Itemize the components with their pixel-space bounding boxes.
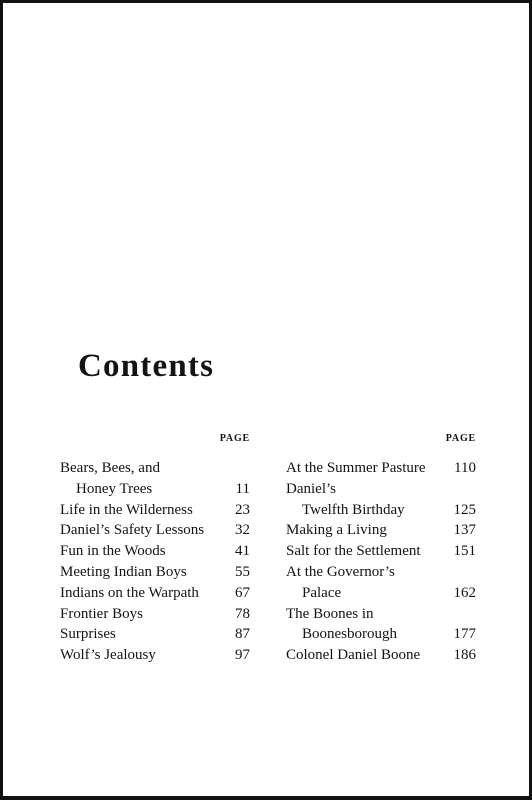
toc-entries-right (286, 458, 476, 666)
toc-entry (60, 541, 250, 562)
toc-entry (286, 604, 476, 646)
toc-entry-page-number: 41 (235, 543, 250, 560)
toc-entry-title-line: At the Summer Pasture (286, 460, 426, 476)
toc-entry-title-line: Twelfth Birthday (302, 501, 405, 518)
toc-entry (286, 562, 476, 604)
toc-entry-page-number: 87 (235, 626, 250, 643)
toc-entry-page-number: 137 (453, 522, 476, 539)
toc-entry (60, 562, 250, 583)
page-column-header: PAGE (445, 433, 476, 444)
toc-entry-title-line: Surprises (60, 626, 116, 643)
toc-entry-page-number: 151 (453, 543, 476, 560)
toc-entry-page-number: 97 (235, 647, 250, 664)
toc-entry-title-line: Life in the Wilderness (60, 501, 193, 518)
toc-entry-title-line: Boonesborough (302, 626, 397, 643)
toc-entry-page-number: 162 (453, 584, 476, 601)
toc-entry-title-line: The Boones in (286, 605, 374, 622)
toc-entry-title-line: Fun in the Woods (60, 543, 166, 560)
toc-entry-page-number: 78 (235, 605, 250, 622)
toc-entry-title-line: Palace (302, 584, 342, 601)
toc-entry-page-number: 125 (453, 501, 476, 518)
toc-entry-title-line: Salt for the Settlement (286, 543, 421, 560)
toc-entry (60, 520, 250, 541)
toc-entry-page-number: 23 (235, 501, 250, 518)
toc-entry (286, 479, 476, 521)
toc-entry (60, 604, 250, 625)
page-column-header: PAGE (219, 433, 250, 444)
toc-entry (60, 624, 250, 645)
toc-column-right (286, 432, 476, 666)
toc-entry (60, 458, 250, 500)
page-title: Contents (78, 348, 215, 384)
toc-entry (286, 458, 476, 479)
toc-entry-title-line: Frontier Boys (60, 605, 143, 622)
toc-entry-page-number: 186 (453, 647, 476, 664)
toc-entry (60, 500, 250, 521)
toc-column-left (60, 432, 250, 666)
toc-entry-title-line: At the Governor’s (286, 563, 395, 580)
toc-entry-title-line: Bears, Bees, and (60, 460, 160, 476)
toc-entry-page-number: 32 (235, 522, 250, 539)
toc-entry-title-line: Honey Trees (76, 480, 153, 497)
toc-entry (286, 520, 476, 541)
toc-entry-title-line: Making a Living (286, 522, 387, 539)
toc-entry (286, 541, 476, 562)
toc-entry-title-line: Indians on the Warpath (60, 584, 199, 601)
toc-entry-title-line: Colonel Daniel Boone (286, 647, 421, 664)
toc-entry-title-line: Wolf’s Jealousy (60, 647, 156, 664)
toc-entry (286, 645, 476, 666)
toc-entry-title-line: Daniel’s (286, 480, 336, 497)
toc-entry (60, 583, 250, 604)
toc-entry-page-number: 55 (235, 563, 250, 580)
toc-entry-title-line: Daniel’s Safety Lessons (60, 522, 205, 539)
toc-entry-page-number: 11 (235, 480, 250, 497)
toc-entries-left (60, 458, 250, 666)
toc-entry-page-number: 110 (454, 460, 476, 476)
toc-entry-page-number: 177 (453, 626, 476, 643)
toc-entry-page-number: 67 (235, 584, 250, 601)
toc-entry-title-line: Meeting Indian Boys (60, 563, 187, 580)
toc-entry (60, 645, 250, 666)
